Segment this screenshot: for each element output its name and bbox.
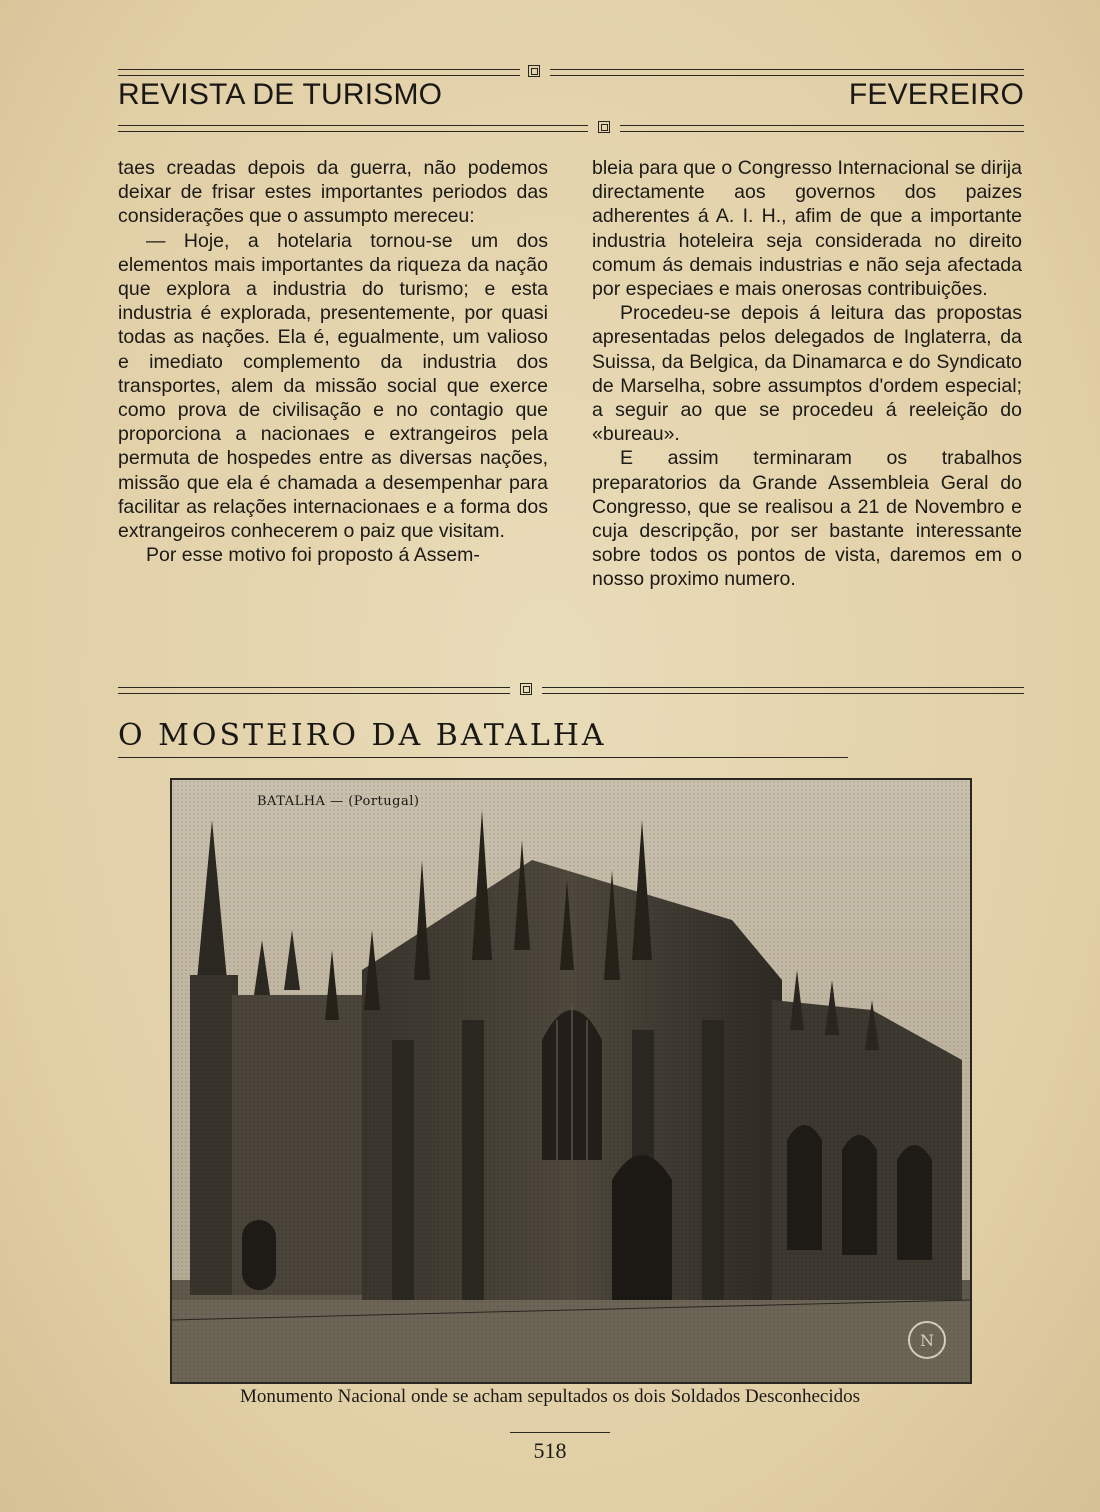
page-number-rule xyxy=(510,1432,610,1433)
right-column xyxy=(592,156,1022,592)
issue-month: FEVEREIRO xyxy=(848,78,1024,111)
header-top-rule xyxy=(118,66,1024,78)
paragraph: Por esse motivo foi proposto á Assem- xyxy=(146,544,480,567)
article-title: O MOSTEIRO DA BATALHA xyxy=(118,718,607,753)
paragraph: — Hoje, a hotelaria tornou-se um dos elementos mais importantes da riqueza da nação que explora a industria do turismo; e esta industria é explorada, presentemente, por quasi todas as nações. Ela é, egualmente, um valioso e imediato complemento da industria dos transportes, alem da missão social que exerce como prova de civilisação e no contagio que proporciona a nacionaes e extrangeiros pela permuta de hospedes entre as diversas nações, missão que ela é chamada a desempenhar para facilitar as relações internacionaes e a forma dos extrangeiros conhecerem o paiz que visitam. xyxy=(118,229,548,543)
journal-title: REVISTA DE TURISMO xyxy=(118,78,443,111)
photo-label: BATALHA — (Portugal) xyxy=(257,794,420,809)
ornament-icon xyxy=(528,65,540,77)
header-bottom-rule xyxy=(118,122,1024,134)
monastery-photograph xyxy=(170,778,972,1384)
section-divider xyxy=(118,684,1024,696)
ornament-icon xyxy=(520,683,532,695)
title-underline xyxy=(118,757,848,758)
gothic-monastery-illustration xyxy=(172,780,970,1382)
page-number: 518 xyxy=(533,1438,567,1463)
left-column xyxy=(118,156,548,567)
paragraph: taes creadas depois da guerra, não podemos deixar de frisar estes importantes periodos das considerações que o assumpto mereceu: xyxy=(118,157,548,228)
paragraph: Procedeu-se depois á leitura das propostas apresentadas pelos delegados de Inglaterra, da Suissa, da Belgica, da Dinamarca e do Syndicato de Marselha, sobre assumptos d'ordem especial; a seguir ao que se procedeu á reeleição do «bureau». xyxy=(592,302,1022,446)
paragraph: bleia para que o Congresso Internacional se dirija directamente aos governos dos paizes adherentes á A. I. H., afim de que a importante industria hoteleira seja considerada no direito comum ás demais industrias e não seja afectada por especiaes e mais onerosas contribuições. xyxy=(592,157,1022,301)
ornament-icon xyxy=(598,121,610,133)
photo-caption: Monumento Nacional onde se acham sepultados os dois Soldados Desconhecidos xyxy=(239,1386,861,1407)
paragraph: E assim terminaram os trabalhos preparatorios da Grande Assembleia Geral do Congresso, que se realisou a 21 de Novembro e cuja descripção, por ser bastante interessante sobre todos os pontos de vista, daremos em o nosso proximo numero. xyxy=(592,447,1022,591)
